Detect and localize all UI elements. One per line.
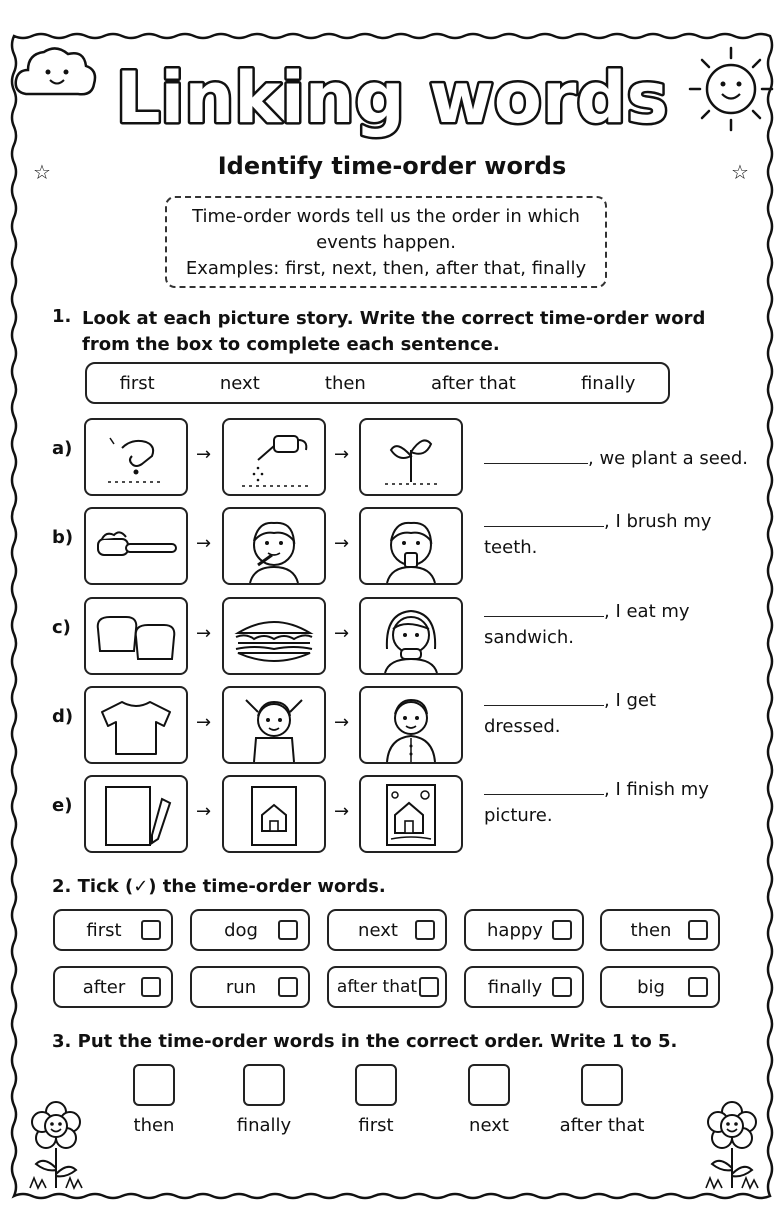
tick-option-label: after that (336, 977, 418, 997)
tick-option-label: after (82, 976, 126, 998)
order-number-box[interactable] (243, 1064, 285, 1106)
sprout-icon (361, 420, 461, 494)
arrow-right-icon: → (196, 623, 212, 644)
story-picture (222, 775, 326, 853)
page-title (0, 50, 784, 142)
sentence (484, 688, 656, 740)
tick-option[interactable] (327, 909, 447, 951)
bread-slices-icon (86, 599, 186, 673)
story-picture (222, 418, 326, 496)
tick-option[interactable] (600, 966, 720, 1008)
order-number-box[interactable] (133, 1064, 175, 1106)
answer-blank[interactable] (484, 512, 604, 527)
story-picture (84, 418, 188, 496)
checkbox[interactable] (552, 977, 572, 997)
tick-option-label: happy (487, 919, 543, 941)
tick-option[interactable] (53, 909, 173, 951)
boy-putting-on-shirt-icon (224, 688, 324, 762)
checkbox[interactable] (552, 920, 572, 940)
checkbox[interactable] (688, 920, 708, 940)
boy-rinsing-icon (361, 509, 461, 583)
q1-line: Look at each picture story. Write the correct time-order word (82, 308, 706, 329)
sentence-continuation: dressed. (484, 716, 561, 737)
tick-option-label: dog (224, 919, 258, 941)
answer-blank[interactable] (484, 449, 588, 464)
story-picture (359, 686, 463, 764)
tick-option[interactable] (190, 966, 310, 1008)
flower-icon (26, 1098, 86, 1192)
watering-can-icon (224, 420, 324, 494)
definition-box (165, 196, 607, 288)
order-word: after that (559, 1115, 645, 1136)
tick-option[interactable] (600, 909, 720, 951)
question-label: b) (52, 527, 74, 548)
word-bank-item: next (219, 372, 260, 394)
toothbrush-icon (86, 509, 186, 583)
order-number-box[interactable] (581, 1064, 623, 1106)
sentence-text: , I finish my (604, 779, 709, 800)
checkbox[interactable] (415, 920, 435, 940)
order-number-box[interactable] (355, 1064, 397, 1106)
tick-option-label: big (637, 976, 665, 998)
arrow-right-icon: → (334, 712, 350, 733)
tick-option[interactable] (327, 966, 447, 1008)
story-picture (359, 775, 463, 853)
sentence (484, 509, 711, 561)
boy-brushing-teeth-icon (224, 509, 324, 583)
sentence-continuation: sandwich. (484, 627, 574, 648)
checkbox[interactable] (688, 977, 708, 997)
arrow-right-icon: → (334, 533, 350, 554)
word-bank (85, 362, 670, 404)
order-word: finally (236, 1115, 292, 1136)
order-word: first (358, 1115, 394, 1136)
house-picture-icon (361, 777, 461, 851)
arrow-right-icon: → (196, 533, 212, 554)
question-label: e) (52, 795, 73, 816)
tick-option-label: finally (487, 976, 543, 998)
sentence-continuation: teeth. (484, 537, 538, 558)
question-label: c) (52, 617, 71, 638)
q2-heading: 2. Tick (✓) the time-order words. (52, 876, 386, 897)
q1-line: from the box to complete each sentence. (82, 334, 500, 355)
star-icon: ☆ (33, 160, 51, 184)
checkbox[interactable] (278, 977, 298, 997)
answer-blank[interactable] (484, 691, 604, 706)
seed-in-hand-icon (86, 420, 186, 494)
sentence (484, 446, 748, 472)
tick-option-label: run (225, 976, 257, 998)
tick-option[interactable] (53, 966, 173, 1008)
checkbox[interactable] (141, 977, 161, 997)
definition-line: Time-order words tell us the order in which (192, 206, 580, 227)
subtitle: Identify time-order words (217, 152, 567, 180)
checkbox[interactable] (278, 920, 298, 940)
q1-instructions (82, 306, 705, 358)
arrow-right-icon: → (196, 801, 212, 822)
checkbox[interactable] (419, 977, 439, 997)
answer-blank[interactable] (484, 780, 604, 795)
word-bank-item: first (119, 372, 155, 394)
boy-buttoning-shirt-icon (361, 688, 461, 762)
story-picture (84, 507, 188, 585)
order-number-box[interactable] (468, 1064, 510, 1106)
sentence-text: , I get (604, 690, 657, 711)
star-icon: ☆ (731, 160, 749, 184)
arrow-right-icon: → (196, 712, 212, 733)
story-picture (359, 597, 463, 675)
checkbox[interactable] (141, 920, 161, 940)
sentence-text: , I eat my (604, 601, 690, 622)
sentence-text: , I brush my (604, 511, 712, 532)
examples-line: Examples: first, next, then, after that, finally (185, 258, 587, 279)
sentence (484, 777, 709, 829)
story-picture (84, 775, 188, 853)
flower-icon (702, 1098, 762, 1192)
story-picture (359, 418, 463, 496)
tick-option[interactable] (190, 909, 310, 951)
tick-option[interactable] (464, 909, 584, 951)
story-picture (84, 686, 188, 764)
definition-line: events happen. (316, 232, 456, 253)
house-sketch-icon (224, 777, 324, 851)
arrow-right-icon: → (334, 623, 350, 644)
story-picture (222, 686, 326, 764)
answer-blank[interactable] (484, 602, 604, 617)
tick-option-label: first (86, 919, 122, 941)
story-picture (84, 597, 188, 675)
tick-option[interactable] (464, 966, 584, 1008)
q3-heading: 3. Put the time-order words in the correct order. Write 1 to 5. (52, 1031, 678, 1052)
tick-option-label: then (630, 919, 672, 941)
word-bank-item: finally (580, 372, 636, 394)
tshirt-icon (86, 688, 186, 762)
sentence-text: , we plant a seed. (588, 448, 749, 469)
arrow-right-icon: → (334, 444, 350, 465)
story-picture (222, 597, 326, 675)
girl-eating-icon (361, 599, 461, 673)
sandwich-icon (224, 599, 324, 673)
question-label: d) (52, 706, 74, 727)
story-picture (222, 507, 326, 585)
tick-option-label: next (358, 919, 398, 941)
order-word: then (133, 1115, 175, 1136)
sentence-continuation: picture. (484, 805, 553, 826)
story-picture (359, 507, 463, 585)
order-word: next (469, 1115, 509, 1136)
word-bank-item: after that (430, 372, 516, 394)
paper-and-pencil-icon (86, 777, 186, 851)
arrow-right-icon: → (334, 801, 350, 822)
svg-text:Linking words: Linking words (115, 57, 669, 139)
arrow-right-icon: → (196, 444, 212, 465)
q1-number: 1. (52, 306, 72, 327)
word-bank-item: then (324, 372, 366, 394)
sentence (484, 599, 690, 651)
question-label: a) (52, 438, 73, 459)
